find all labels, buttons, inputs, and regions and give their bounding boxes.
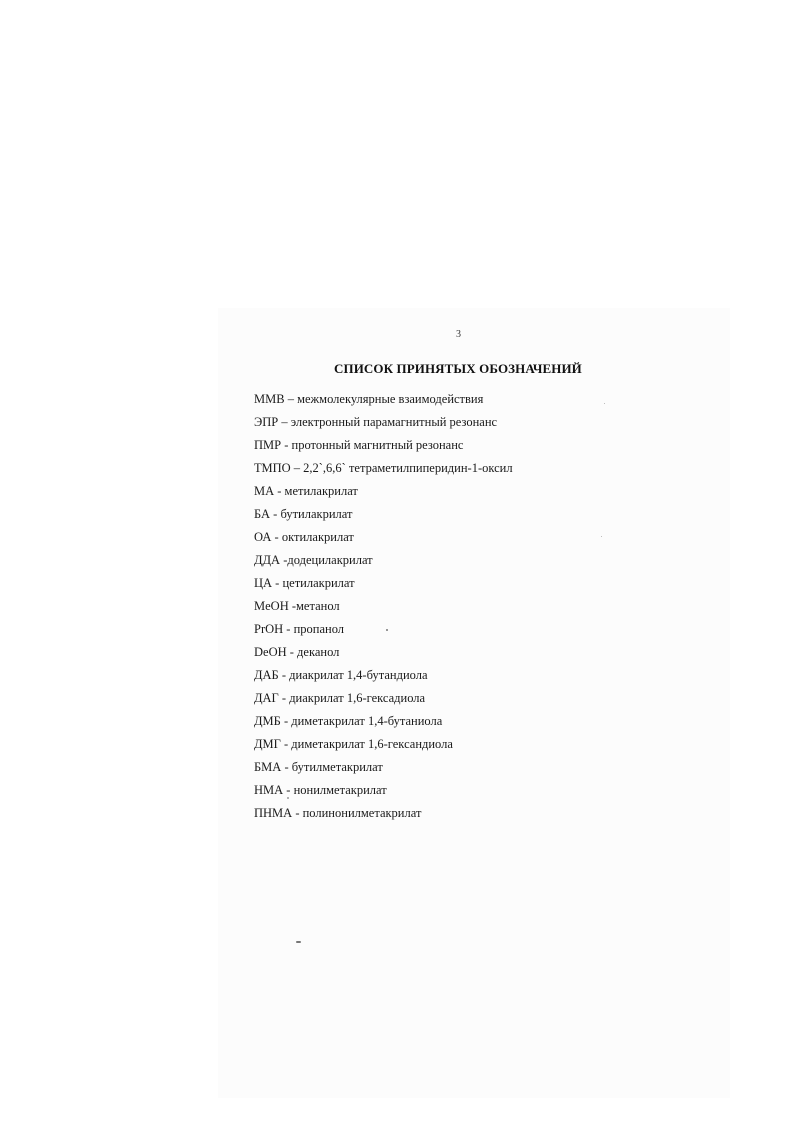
abbreviation-list [254, 391, 513, 828]
scan-speck [386, 629, 388, 631]
page-number: 3 [456, 329, 461, 340]
scan-speck [601, 536, 602, 537]
scan-speck [287, 797, 289, 799]
page-title: СПИСОК ПРИНЯТЫХ ОБОЗНАЧЕНИЙ [334, 361, 582, 376]
list-item: ЭПР – электронный парамагнитный резонанс [254, 415, 498, 429]
list-item: ТМПО – 2,2`,6,6` тетраметилпиперидин-1-оксил [254, 461, 513, 475]
list-item: ДМБ - диметакрилат 1,4-бутаниола [254, 714, 443, 728]
list-item: БА - бутилакрилат [254, 507, 353, 521]
list-item: ДМГ - диметакрилат 1,6-гександиола [254, 737, 453, 751]
list-item: ММВ – межмолекулярные взаимодействия [254, 392, 484, 406]
list-item: МА - метилакрилат [254, 484, 358, 498]
list-item: НМА - нонилметакрилат [254, 783, 387, 797]
list-item: PrOH - пропанол [254, 622, 345, 636]
list-item: ДДА -додецилакрилат [254, 553, 373, 567]
scan-speck [604, 403, 605, 404]
list-item: ПМР - протонный магнитный резонанс [254, 438, 464, 452]
scan-speck [296, 941, 301, 943]
list-item: DeOH - деканол [254, 645, 340, 659]
list-item: ЦА - цетилакрилат [254, 576, 355, 590]
list-item: ДАБ - диакрилат 1,4-бутандиола [254, 668, 428, 682]
list-item: ПНМА - полинонилметакрилат [254, 806, 422, 820]
list-item: MeOH -метанол [254, 599, 340, 613]
list-item: ДАГ - диакрилат 1,6-гексадиола [254, 691, 426, 705]
list-item: БМА - бутилметакрилат [254, 760, 383, 774]
list-item: ОА - октилакрилат [254, 530, 354, 544]
